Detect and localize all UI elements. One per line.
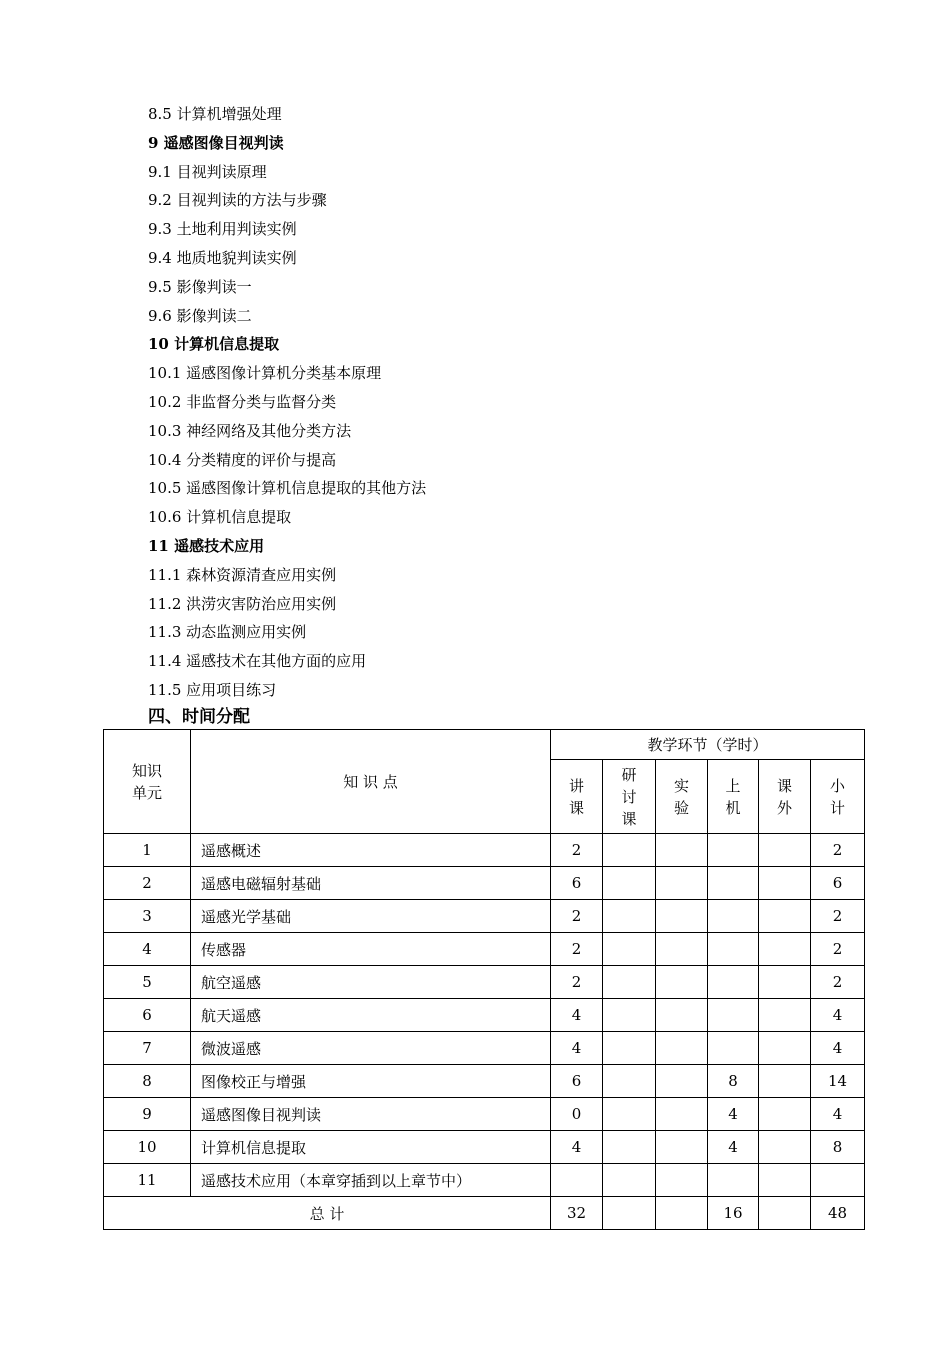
cell-knowledge-point: 遥感电磁辐射基础 <box>191 867 551 900</box>
cell-lecture: 2 <box>551 834 603 867</box>
cell-lab <box>656 867 708 900</box>
section-item: 11.4 遥感技术在其他方面的应用 <box>148 652 367 671</box>
cell-lab <box>656 1131 708 1164</box>
cell-seminar <box>603 966 656 999</box>
section-item: 10.5 遥感图像计算机信息提取的其他方法 <box>148 479 427 498</box>
table-row <box>104 1032 865 1065</box>
cell-lab <box>656 1065 708 1098</box>
header-unit-label: 知识 单元 <box>131 761 162 802</box>
cell-unit: 3 <box>104 900 191 933</box>
cell-unit: 9 <box>104 1098 191 1131</box>
cell-subtotal: 4 <box>811 1032 865 1065</box>
cell-unit: 10 <box>104 1131 191 1164</box>
section-item: 10.2 非监督分类与监督分类 <box>148 392 337 411</box>
cell-knowledge-point: 遥感概述 <box>191 834 551 867</box>
chapter-heading: 11 遥感技术应用 <box>148 536 265 555</box>
cell-computer: 4 <box>708 1131 759 1164</box>
cell-seminar <box>603 1098 656 1131</box>
total-extra <box>759 1197 811 1230</box>
cell-extra <box>759 867 811 900</box>
cell-subtotal: 8 <box>811 1131 865 1164</box>
cell-unit: 4 <box>104 933 191 966</box>
section-item: 11.2 洪涝灾害防治应用实例 <box>148 594 337 613</box>
cell-computer <box>708 1032 759 1065</box>
table-row <box>104 999 865 1032</box>
cell-seminar <box>603 834 656 867</box>
section-item: 10.1 遥感图像计算机分类基本原理 <box>148 364 382 383</box>
table-row <box>104 1164 865 1197</box>
cell-unit: 1 <box>104 834 191 867</box>
total-row <box>104 1197 865 1230</box>
total-lab <box>656 1197 708 1230</box>
cell-lecture: 6 <box>551 867 603 900</box>
cell-extra <box>759 1164 811 1197</box>
chapter-heading: 10 计算机信息提取 <box>148 335 280 354</box>
total-computer: 16 <box>708 1197 759 1230</box>
cell-computer: 8 <box>708 1065 759 1098</box>
cell-extra <box>759 834 811 867</box>
total-subtotal: 48 <box>811 1197 865 1230</box>
cell-subtotal: 2 <box>811 834 865 867</box>
cell-seminar <box>603 1131 656 1164</box>
cell-lab <box>656 1098 708 1131</box>
header-col-lab: 实 验 <box>656 760 708 834</box>
cell-computer <box>708 867 759 900</box>
cell-knowledge-point: 遥感图像目视判读 <box>191 1098 551 1131</box>
cell-extra <box>759 933 811 966</box>
header-col-lecture: 讲 课 <box>551 760 603 834</box>
section-item: 10.4 分类精度的评价与提高 <box>148 450 337 469</box>
cell-unit: 2 <box>104 867 191 900</box>
cell-lecture: 0 <box>551 1098 603 1131</box>
cell-unit: 7 <box>104 1032 191 1065</box>
section-item: 8.5 计算机增强处理 <box>148 105 282 123</box>
cell-extra <box>759 1131 811 1164</box>
cell-subtotal: 2 <box>811 966 865 999</box>
cell-knowledge-point: 遥感光学基础 <box>191 900 551 933</box>
table-row <box>104 867 865 900</box>
section-item: 11.1 森林资源清查应用实例 <box>148 565 337 584</box>
table-row <box>104 966 865 999</box>
header-unit <box>104 730 191 834</box>
cell-extra <box>759 966 811 999</box>
cell-subtotal: 4 <box>811 1098 865 1131</box>
cell-seminar <box>603 1065 656 1098</box>
cell-knowledge-point: 图像校正与增强 <box>191 1065 551 1098</box>
total-lecture: 32 <box>551 1197 603 1230</box>
table-row <box>104 834 865 867</box>
cell-unit: 5 <box>104 966 191 999</box>
cell-extra <box>759 999 811 1032</box>
cell-lab <box>656 1164 708 1197</box>
section-item: 9.5 影像判读一 <box>148 277 252 296</box>
cell-seminar <box>603 1032 656 1065</box>
table-row <box>104 900 865 933</box>
section-title: 四、时间分配 <box>148 707 250 727</box>
cell-subtotal: 4 <box>811 999 865 1032</box>
cell-lab <box>656 999 708 1032</box>
cell-knowledge-point: 微波遥感 <box>191 1032 551 1065</box>
cell-lecture: 2 <box>551 900 603 933</box>
cell-lab <box>656 1032 708 1065</box>
cell-subtotal: 6 <box>811 867 865 900</box>
total-label: 总 计 <box>104 1197 551 1230</box>
cell-lecture: 6 <box>551 1065 603 1098</box>
header-col-computer: 上 机 <box>708 760 759 834</box>
cell-subtotal <box>811 1164 865 1197</box>
section-item: 9.1 目视判读原理 <box>148 162 267 181</box>
cell-seminar <box>603 999 656 1032</box>
course-outline <box>148 100 848 705</box>
time-allocation-table <box>103 729 865 1230</box>
section-item: 9.4 地质地貌判读实例 <box>148 248 297 267</box>
table-row <box>104 1098 865 1131</box>
cell-lecture: 2 <box>551 933 603 966</box>
cell-extra <box>759 900 811 933</box>
cell-lecture <box>551 1164 603 1197</box>
section-item: 9.2 目视判读的方法与步骤 <box>148 191 327 210</box>
cell-computer <box>708 900 759 933</box>
cell-lecture: 4 <box>551 1131 603 1164</box>
cell-computer <box>708 966 759 999</box>
cell-computer <box>708 933 759 966</box>
cell-lab <box>656 834 708 867</box>
cell-unit: 8 <box>104 1065 191 1098</box>
table-row <box>104 1065 865 1098</box>
header-col-extra: 课 外 <box>759 760 811 834</box>
section-item: 11.3 动态监测应用实例 <box>148 623 307 642</box>
cell-knowledge-point: 计算机信息提取 <box>191 1131 551 1164</box>
header-group: 教学环节（学时） <box>551 730 865 760</box>
section-item: 11.5 应用项目练习 <box>148 680 277 699</box>
cell-subtotal: 14 <box>811 1065 865 1098</box>
cell-lab <box>656 900 708 933</box>
header-point: 知 识 点 <box>191 730 551 834</box>
cell-seminar <box>603 1164 656 1197</box>
cell-subtotal: 2 <box>811 900 865 933</box>
header-col-seminar: 研 讨 课 <box>603 760 656 834</box>
cell-lecture: 4 <box>551 1032 603 1065</box>
cell-subtotal: 2 <box>811 933 865 966</box>
section-item: 9.6 影像判读二 <box>148 306 252 325</box>
chapter-heading: 9 遥感图像目视判读 <box>148 133 284 152</box>
cell-computer: 4 <box>708 1098 759 1131</box>
cell-seminar <box>603 933 656 966</box>
section-item: 10.3 神经网络及其他分类方法 <box>148 421 352 440</box>
cell-computer <box>708 834 759 867</box>
header-col-subtotal: 小 计 <box>811 760 865 834</box>
table-row <box>104 1131 865 1164</box>
section-item: 9.3 土地利用判读实例 <box>148 220 297 239</box>
section-item: 10.6 计算机信息提取 <box>148 508 292 527</box>
cell-seminar <box>603 900 656 933</box>
cell-knowledge-point: 传感器 <box>191 933 551 966</box>
cell-extra <box>759 1065 811 1098</box>
cell-computer <box>708 999 759 1032</box>
cell-extra <box>759 1032 811 1065</box>
cell-lecture: 4 <box>551 999 603 1032</box>
cell-knowledge-point: 航天遥感 <box>191 999 551 1032</box>
cell-knowledge-point: 航空遥感 <box>191 966 551 999</box>
cell-unit: 6 <box>104 999 191 1032</box>
cell-knowledge-point: 遥感技术应用（本章穿插到以上章节中） <box>191 1164 551 1197</box>
total-seminar <box>603 1197 656 1230</box>
table-row <box>104 933 865 966</box>
cell-lab <box>656 966 708 999</box>
cell-extra <box>759 1098 811 1131</box>
cell-unit: 11 <box>104 1164 191 1197</box>
cell-lecture: 2 <box>551 966 603 999</box>
cell-computer <box>708 1164 759 1197</box>
cell-seminar <box>603 867 656 900</box>
cell-lab <box>656 933 708 966</box>
